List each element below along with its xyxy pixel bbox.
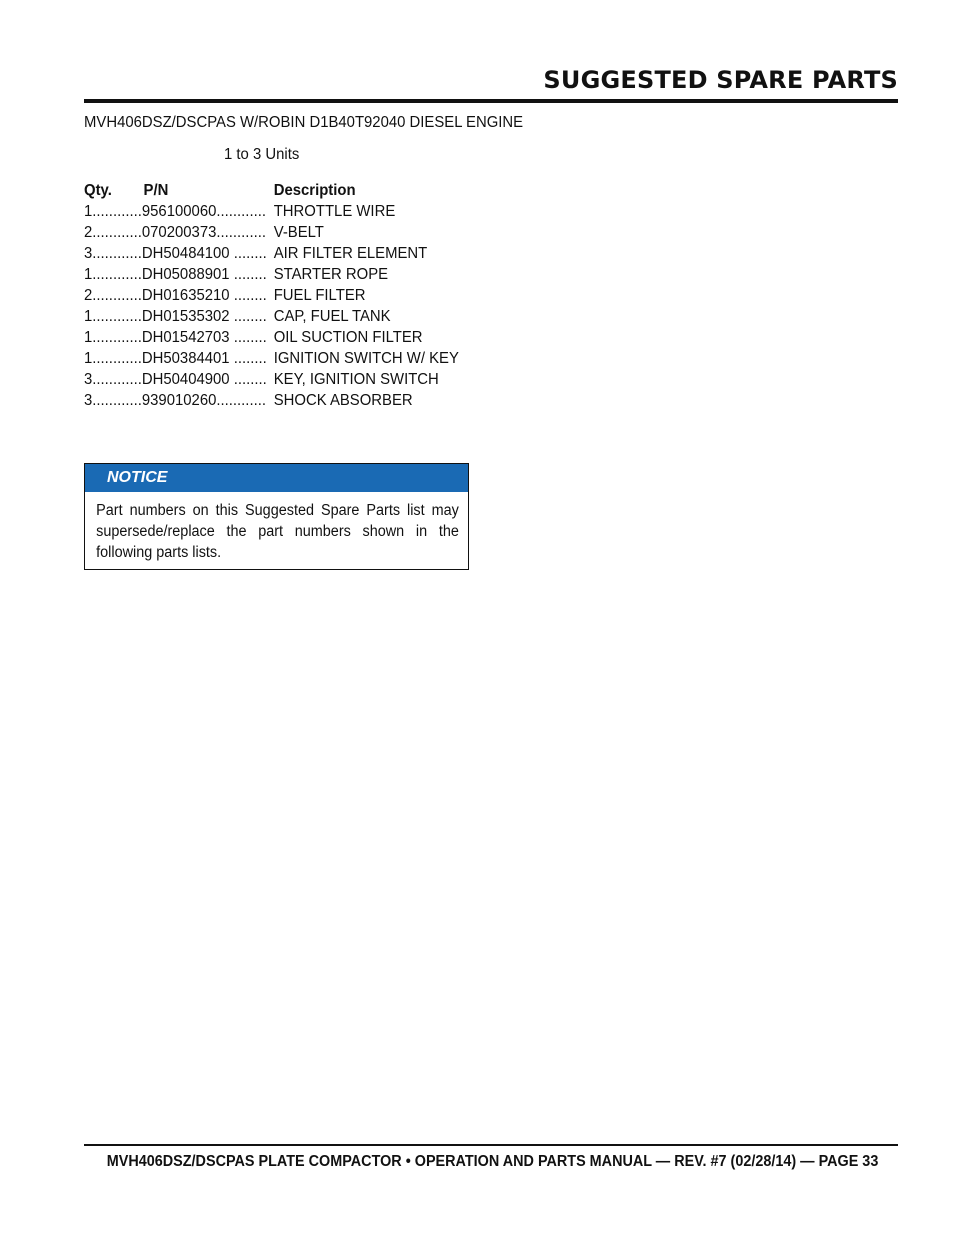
- row-description: KEY, IGNITION SWITCH: [273, 371, 439, 388]
- row-description: CAP, FUEL TANK: [273, 308, 391, 325]
- notice-box: [84, 463, 469, 570]
- units-line: 1 to 3 Units: [224, 146, 300, 163]
- row-description: AIR FILTER ELEMENT: [273, 245, 428, 262]
- header-qty: Qty.: [84, 182, 112, 199]
- row-qty-pn: 2............070200373............: [84, 224, 266, 241]
- row-description: IGNITION SWITCH W/ KEY: [273, 350, 459, 367]
- title-divider: [84, 99, 898, 103]
- notice-header: NOTICE: [85, 464, 468, 492]
- row-qty-pn: 1............DH01535302 ........: [84, 308, 267, 325]
- row-description: SHOCK ABSORBER: [273, 392, 413, 409]
- notice-text: Part numbers on this Suggested Spare Parts list may supersede/replace the part numbers shown in the following parts lists.: [96, 502, 459, 561]
- row-description: THROTTLE WIRE: [273, 203, 396, 220]
- row-qty-pn: 3............DH50484100 ........: [84, 245, 267, 262]
- row-description: V-BELT: [273, 224, 324, 241]
- row-qty-pn: 2............DH01635210 ........: [84, 287, 267, 304]
- page-footer: MVH406DSZ/DSCPAS PLATE COMPACTOR • OPERATION AND PARTS MANUAL — REV. #7 (02/28/14) — PAGE 33: [106, 1153, 878, 1170]
- row-qty-pn: 3............DH50404900 ........: [84, 371, 267, 388]
- page-title: SUGGESTED SPARE PARTS: [543, 66, 898, 94]
- row-qty-pn: 1............DH01542703 ........: [84, 329, 267, 346]
- header-pn: P/N: [143, 182, 169, 199]
- row-description: FUEL FILTER: [273, 287, 366, 304]
- row-qty-pn: 1............956100060............: [84, 203, 266, 220]
- row-qty-pn: 1............DH05088901 ........: [84, 266, 267, 283]
- header-description: Description: [273, 182, 356, 199]
- model-line: MVH406DSZ/DSCPAS W/ROBIN D1B40T92040 DIESEL ENGINE: [84, 114, 524, 131]
- row-qty-pn: 3............939010260............: [84, 392, 266, 409]
- footer-divider: [84, 1144, 898, 1146]
- row-description: STARTER ROPE: [273, 266, 389, 283]
- row-description: OIL SUCTION FILTER: [273, 329, 423, 346]
- row-qty-pn: 1............DH50384401 ........: [84, 350, 267, 367]
